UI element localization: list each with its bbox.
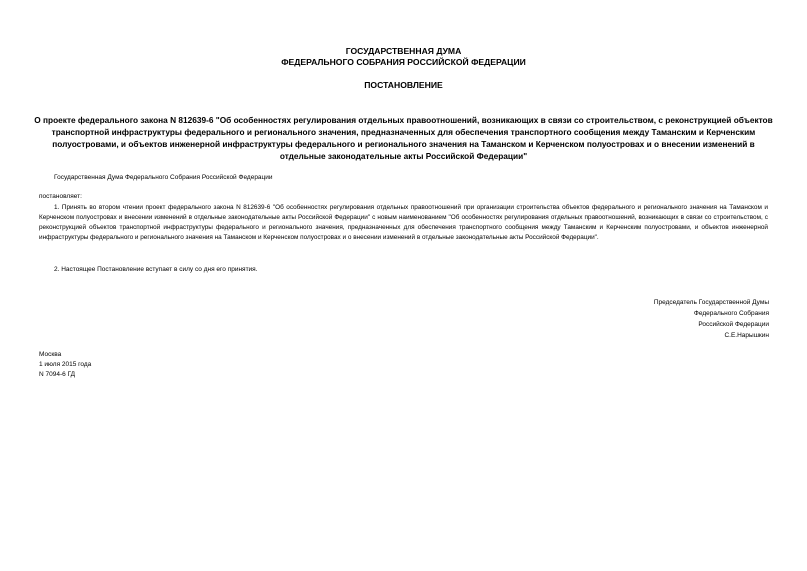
- signatory-title-3: Российской Федерации: [698, 321, 769, 328]
- decree-word: постановляет:: [39, 193, 82, 200]
- issuer-header: [0, 46, 807, 68]
- date: 1 июля 2015 года: [39, 361, 92, 368]
- document-title: О проекте федерального закона N 812639-6 "Об особенностях регулирования отдельных правоотношений, возникающих в связи со строительством, с реконструкцией объектов транспортной инфраструктуры федерального и регионального значения, предназначенных для обеспечения транспортного сообщения между Таманским и Керченским полуостровами, и объектов инженерной инфраструктуры федерального и регионального значения на Таманском и Керченском полуостровах и о внесении изменений в отдельные законодательные акты Российской Федерации": [34, 115, 773, 161]
- intro-text: Государственная Дума Федерального Собрания Российской Федерации: [54, 174, 273, 181]
- signatory-title-1: Председатель Государственной Думы: [653, 299, 769, 306]
- paragraph-1: 1. Принять во втором чтении проект федерального закона N 812639-6 "Об особенностях регулирования отдельных правоотношений при организации строительства объектов федерального и регионального значения на Таманском и Керченском полуостровах и внесении изменений в отдельные законодательные акты Российской Федерации" с новым наименованием "Об особенностях регулирования отдельных правоотношений, возникающих в связи со строительством, с реконструкцией объектов транспортной инфраструктуры федерального и регионального значения, предназначенных для обеспечения транспортного сообщения между Таманским и Керченским полуостровами, и объектов инженерной инфраструктуры федерального и регионального значения на Таманском и Керченском полуостровах и о внесении изменений в отдельные законодательные акты Российской Федерации".: [39, 204, 768, 241]
- paragraph-2: 2. Настоящее Постановление вступает в силу со дня его принятия.: [54, 266, 258, 273]
- issuer-line-1: ГОСУДАРСТВЕННАЯ ДУМА: [345, 46, 462, 56]
- city: Москва: [39, 351, 62, 358]
- place-date-block: [39, 350, 91, 380]
- document-type: ПОСТАНОВЛЕНИЕ: [364, 80, 443, 90]
- signature-block: [654, 297, 769, 341]
- document-number: N 7094-6 ГД: [39, 371, 76, 378]
- issuer-line-2: ФЕДЕРАЛЬНОГО СОБРАНИЯ РОССИЙСКОЙ ФЕДЕРАЦИИ: [281, 57, 526, 67]
- signatory-title-2: Федерального Собрания: [693, 310, 769, 317]
- signatory-name: С.Е.Нарышкин: [724, 332, 769, 339]
